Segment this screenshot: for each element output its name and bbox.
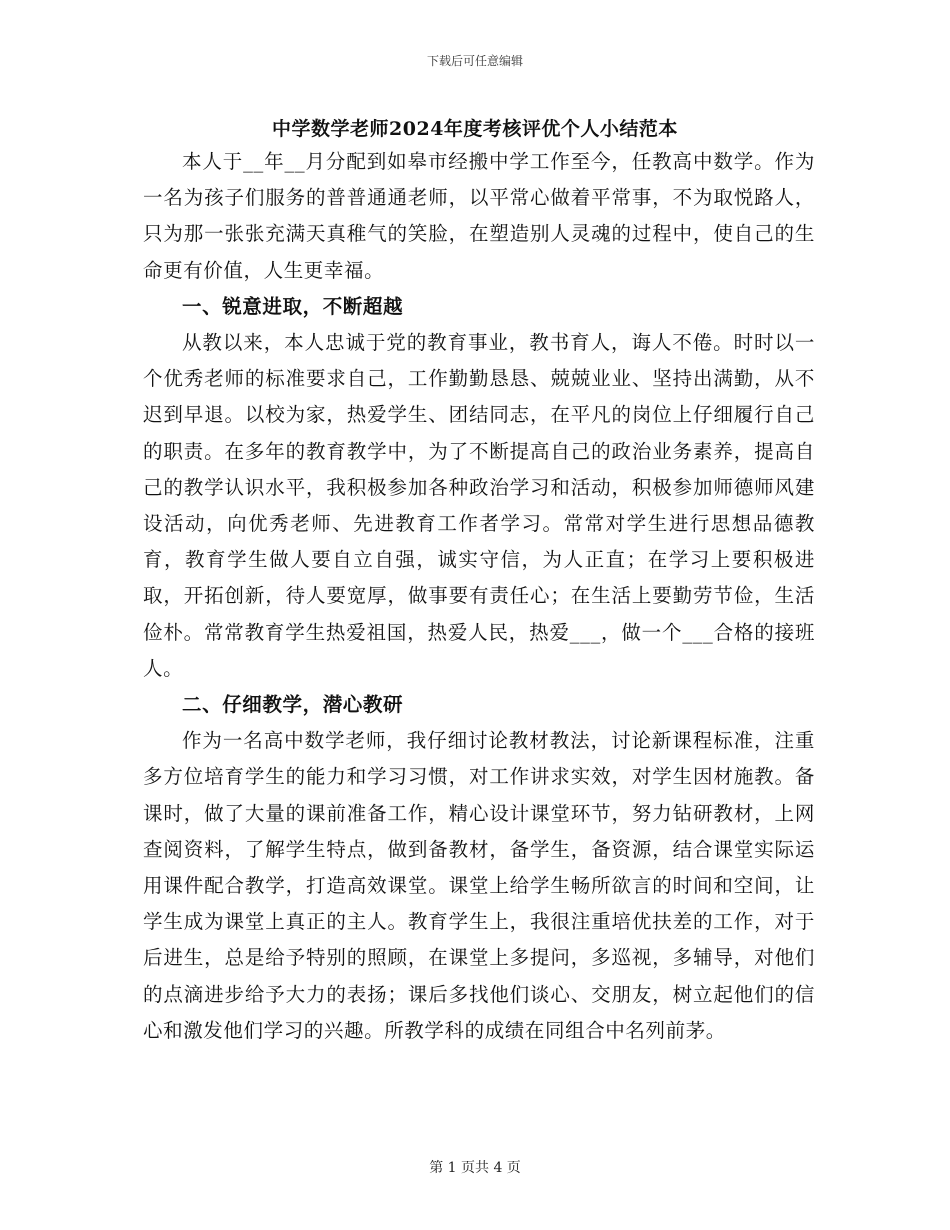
document-body [143, 144, 815, 1049]
page-number-footer: 第 1 页共 4 页 [429, 1160, 521, 1176]
header-note: 下载后可任意编辑 [426, 54, 523, 68]
section-1-paragraph: 从教以来，本人忠诚于党的教育事业，教书育人，诲人不倦。时时以一个优秀老师的标准要求自己，工作勤勤恳恳、兢兢业业、坚持出满勤，从不迟到早退。以校为家，热爱学生、团结同志，在平凡的岗位上仔细履行自己的职责。在多年的教育教学中，为了不断提高自己的政治业务素养，提高自己的教学认识水平，我积极参加各种政治学习和活动，积极参加师德师风建设活动，向优秀老师、先进教育工作者学习。常常对学生进行思想品德教育，教育学生做人要自立自强，诚实守信，为人正直；在学习上要积极进取，开拓创新，待人要宽厚，做事要有责任心；在生活上要勤劳节俭，生活俭朴。常常教育学生热爱祖国，热爱人民，热爱___，做一个___合格的接班人。 [143, 331, 815, 680]
section-2-heading: 二、仔细教学，潜心教研 [182, 693, 404, 717]
section-2-paragraph: 作为一名高中数学老师，我仔细讨论教材教法，讨论新课程标准，注重多方位培育学生的能力和学习习惯，对工作讲求实效，对学生因材施教。备课时，做了大量的课前准备工作，精心设计课堂环节，努力钻研教材，上网查阅资料，了解学生特点，做到备教材，备学生，备资源，结合课堂实际运用课件配合教学，打造高效课堂。课堂上给学生畅所欲言的时间和空间，让学生成为课堂上真正的主人。教育学生上，我很注重培优扶差的工作，对于后进生，总是给予特别的照顾，在课堂上多提问，多巡视，多辅导，对他们的点滴进步给予大力的表扬；课后多找他们谈心、交朋友，树立起他们的信心和激发他们学习的兴趣。所教学科的成绩在同组合中名列前茅。 [143, 729, 815, 1042]
intro-paragraph: 本人于__年__月分配到如皋市经搬中学工作至今，任教高中数学。作为一名为孩子们服务的普普通通老师，以平常心做着平常事，不为取悦路人，只为那一张张充满天真稚气的笑脸，在塑造别人灵魂的过程中，使自己的生命更有价值，人生更幸福。 [143, 150, 815, 282]
section-1-heading: 一、锐意进取，不断超越 [182, 294, 404, 318]
document-title: 中学数学老师2024年度考核评优个人小结范本 [272, 118, 678, 140]
